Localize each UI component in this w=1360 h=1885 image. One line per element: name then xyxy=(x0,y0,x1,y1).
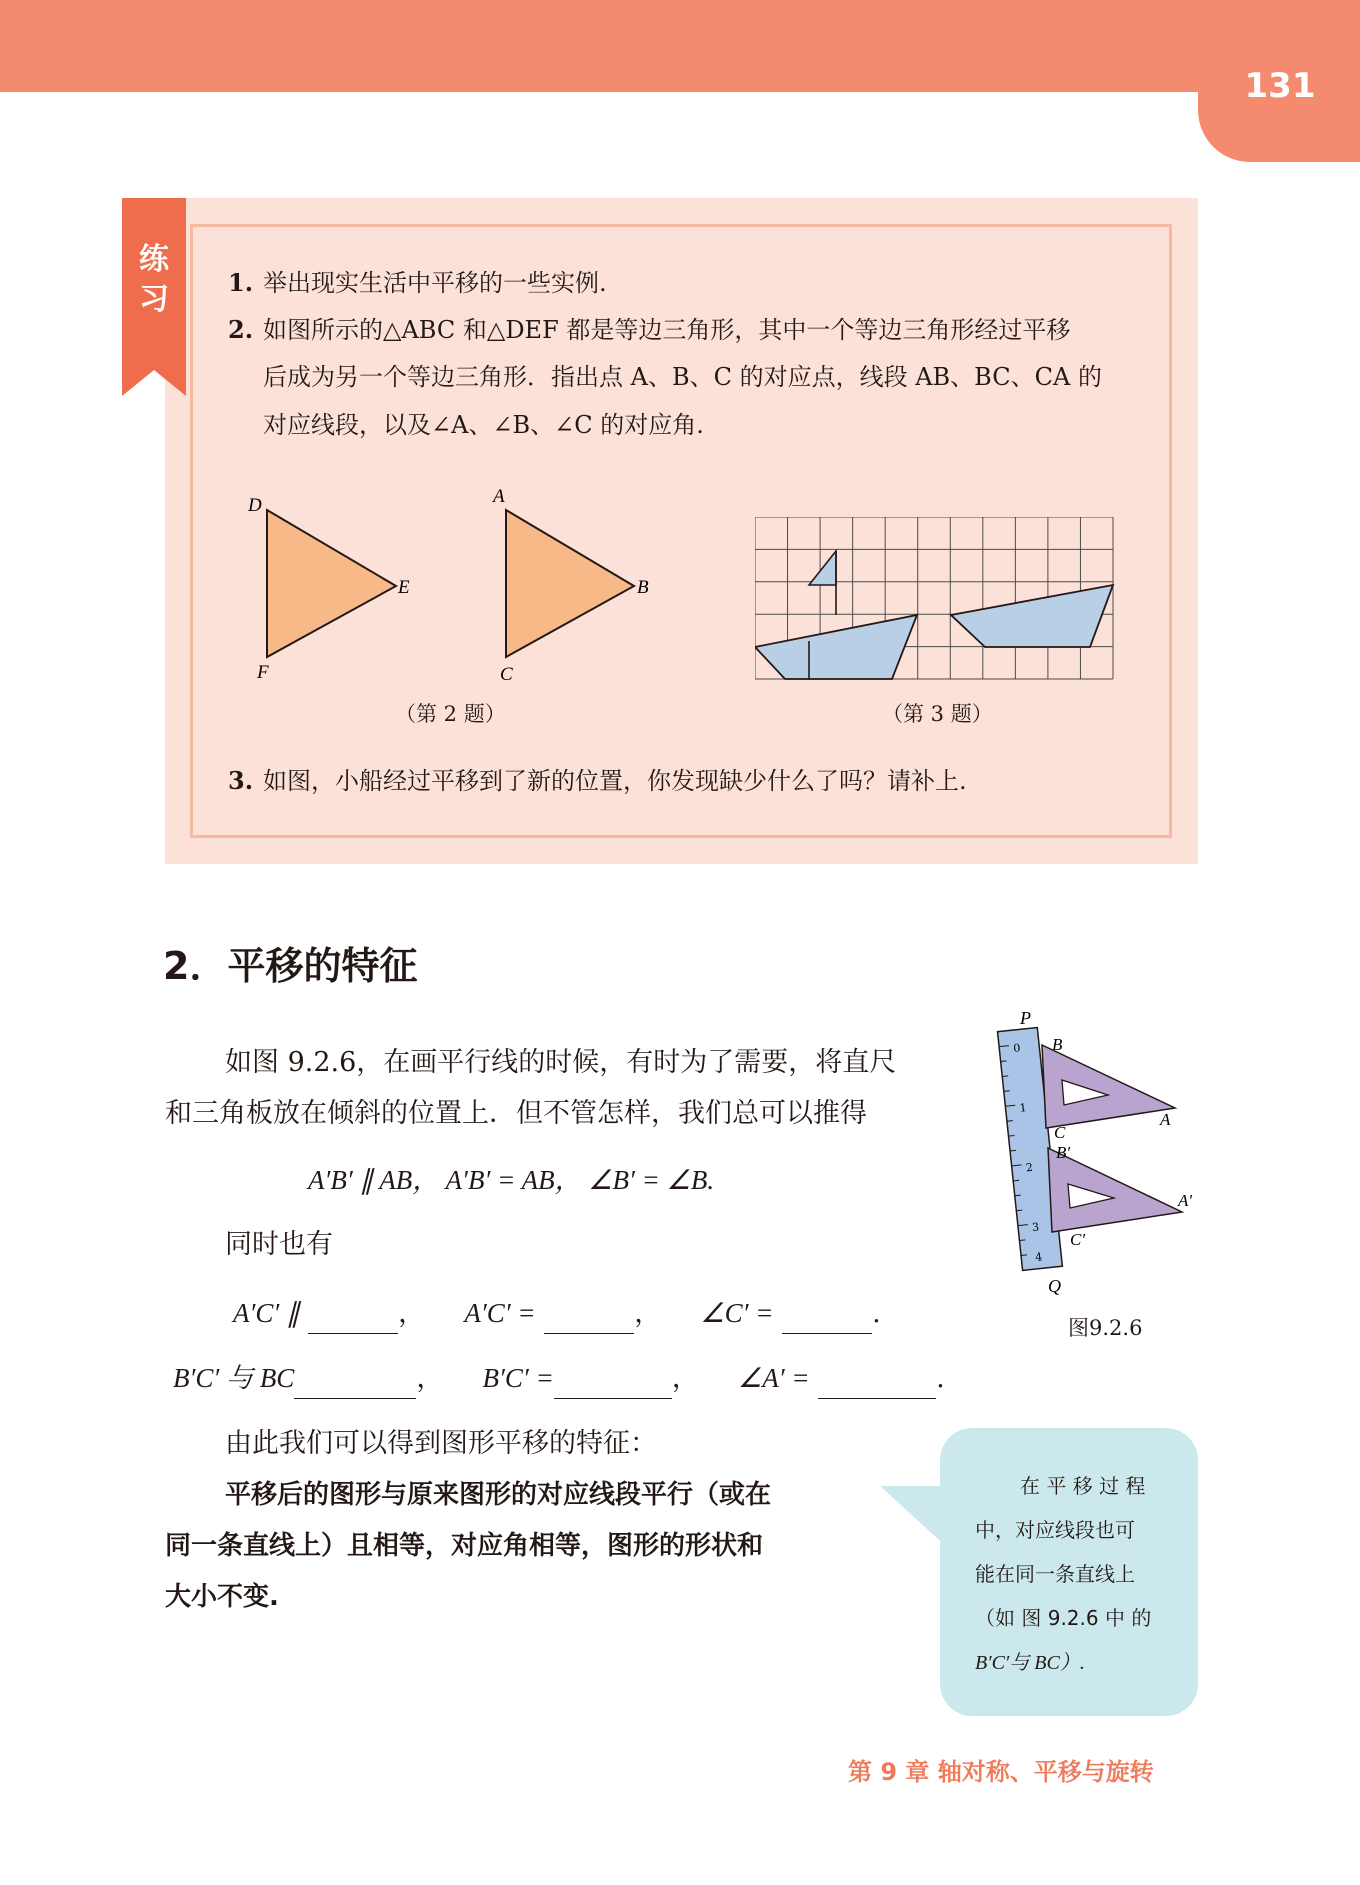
blank-field xyxy=(782,1303,872,1334)
paragraph-2: 由此我们可以得到图形平移的特征： xyxy=(225,1428,657,1459)
fig-label-b: B xyxy=(1052,1035,1063,1054)
label-e: E xyxy=(398,577,410,598)
fig-label-q: Q xyxy=(1048,1276,1061,1296)
exercise-q2-line2: 后成为另一个等边三角形．指出点 A、B、C 的对应点，线段 AB、BC、CA 的 xyxy=(263,363,1102,391)
caption-q2: （第 2 题） xyxy=(395,702,506,726)
ruler-tick-0: 0 xyxy=(1012,1041,1022,1056)
chapter-footer: 第 9 章 轴对称、平移与旋转 xyxy=(848,1758,1154,1786)
feature-line-1: 平移后的图形与原来图形的对应线段平行（或在 xyxy=(225,1480,772,1510)
paragraph-1-line2: 和三角板放在倾斜的位置上．但不管怎样，我们总可以推得 xyxy=(165,1098,867,1129)
boat-original-sail xyxy=(809,551,836,585)
fig-label-p: P xyxy=(1020,1008,1031,1028)
blanks-row-1: A′C′ ∥ ， A′C′ = ， ∠C′ = . xyxy=(233,1293,881,1334)
fig-label-a-prime: A′ xyxy=(1178,1191,1193,1210)
ruler-tick-4: 4 xyxy=(1034,1250,1043,1264)
fig-label-a: A xyxy=(1160,1110,1171,1129)
figure-caption: 图9.2.6 xyxy=(1068,1316,1143,1340)
boat-grid-figure xyxy=(755,517,1115,682)
fig-label-c: C xyxy=(1054,1123,1066,1142)
exercise-q2: 2. 如图所示的△ABC 和△DEF 都是等边三角形，其中一个等边三角形经过平移 xyxy=(228,315,1071,344)
blanks-row-2: B′C′ 与 BC ， B′C′ = ， ∠A′ = . xyxy=(173,1358,945,1399)
paragraph-1-line1: 如图 9.2.6，在画平行线的时候，有时为了需要，将直尺 xyxy=(225,1047,897,1078)
boat-original-hull xyxy=(755,615,917,679)
section-heading: 2．平移的特征 xyxy=(163,944,418,988)
callout-line-4: （如 图 9.2.6 中 的 xyxy=(975,1606,1152,1630)
blank-field xyxy=(544,1303,634,1334)
header-band xyxy=(0,0,1360,92)
triangles-figure xyxy=(240,480,670,690)
callout-line-5: B′C′与 BC）. xyxy=(975,1652,1085,1674)
page-number: 131 xyxy=(1244,66,1316,106)
callout-line-2: 中，对应线段也可 xyxy=(975,1518,1135,1542)
label-a: A xyxy=(493,486,505,507)
blank-field xyxy=(554,1368,672,1399)
exercise-q1: 1. 举出现实生活中平移的一些实例. xyxy=(228,268,607,297)
callout-line-3: 能在同一条直线上 xyxy=(975,1562,1135,1586)
exercise-q3: 3. 如图，小船经过平移到了新的位置，你发现缺少什么了吗？请补上. xyxy=(228,766,967,795)
blank-field xyxy=(818,1368,936,1399)
caption-q3: （第 3 题） xyxy=(882,702,993,726)
also-text: 同时也有 xyxy=(225,1229,333,1260)
ruler-tick-2: 2 xyxy=(1025,1160,1034,1175)
label-b: B xyxy=(637,577,649,598)
exercise-q2-line3: 对应线段，以及∠A、∠B、∠C 的对应角. xyxy=(263,411,704,439)
boat-translated-hull xyxy=(951,585,1113,647)
callout-line-1: 在 平 移 过 程 xyxy=(1020,1474,1146,1498)
fig-label-b-prime: B′ xyxy=(1056,1143,1071,1162)
ruler-tick-3: 3 xyxy=(1031,1220,1040,1235)
blank-field xyxy=(294,1368,416,1399)
label-d: D xyxy=(248,495,262,516)
feature-line-3: 大小不变. xyxy=(165,1582,279,1612)
exercise-ribbon-label: 练习 xyxy=(139,242,169,317)
blank-field xyxy=(308,1303,398,1334)
label-f: F xyxy=(257,662,269,683)
fig-label-c-prime: C′ xyxy=(1070,1230,1086,1249)
feature-line-2: 同一条直线上）且相等，对应角相等，图形的形状和 xyxy=(165,1531,764,1561)
label-c: C xyxy=(500,664,513,685)
ruler-triangle-figure xyxy=(990,1000,1210,1300)
triangle-def xyxy=(267,510,396,657)
triangle-abc xyxy=(506,510,634,657)
ruler-tick-1: 1 xyxy=(1018,1101,1028,1115)
formula: A′B′ ∥ AB， A′B′ = AB， ∠B′ = ∠B. xyxy=(308,1165,715,1195)
